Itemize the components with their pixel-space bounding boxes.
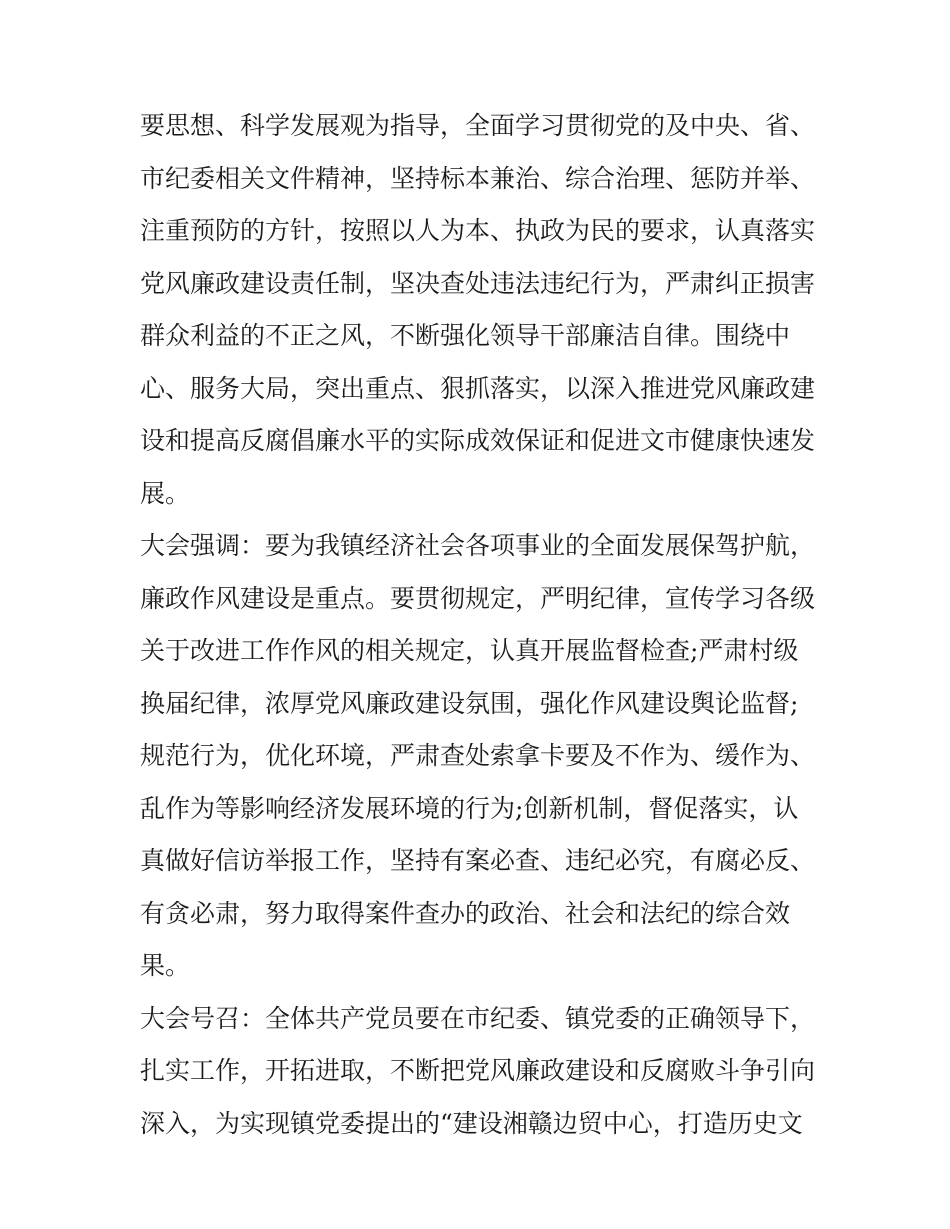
text-line: 关于改进工作作风的相关规定，认真开展监督检查;严肃村级 bbox=[140, 636, 799, 665]
text-line: 规范行为，优化环境，严肃查处索拿卡要及不作为、缓作为、 bbox=[140, 741, 816, 770]
text-line: 大会号召：全体共产党员要在市纪委、镇党委的正确领导下， bbox=[140, 1003, 816, 1033]
text-line: 深入，为实现镇党委提出的“建设湘赣边贸中心，打造历史文 bbox=[140, 1108, 803, 1138]
text-line: 果。 bbox=[140, 951, 191, 980]
text-line: 心、服务大局，突出重点、狠抓落实，以深入推进党风廉政建 bbox=[140, 373, 816, 403]
text-line: 真做好信访举报工作，坚持有案必查、违纪必究，有腐必反、 bbox=[140, 846, 816, 875]
text-line: 群众利益的不正之风，不断强化领导干部廉洁自律。围绕中 bbox=[140, 321, 791, 350]
text-line: 大会强调：要为我镇经济社会各项事业的全面发展保驾护航， bbox=[140, 531, 816, 560]
text-line: 乱作为等影响经济发展环境的行为;创新机制，督促落实，认 bbox=[140, 793, 799, 823]
text-line: 设和提高反腐倡廉水平的实际成效保证和促进文市健康快速发 bbox=[140, 426, 816, 455]
document-body bbox=[140, 100, 830, 1150]
text-line: 廉政作风建设是重点。要贯彻规定，严明纪律，宣传学习各级 bbox=[140, 583, 816, 613]
text-line: 展。 bbox=[140, 478, 191, 508]
text-line: 换届纪律，浓厚党风廉政建设氛围，强化作风建设舆论监督; bbox=[140, 688, 799, 718]
text-line: 有贪必肃，努力取得案件查办的政治、社会和法纪的综合效 bbox=[140, 898, 791, 928]
text-line: 扎实工作，开拓进取，不断把党风廉政建设和反腐败斗争引向 bbox=[140, 1056, 816, 1085]
text-line: 要思想、科学发展观为指导，全面学习贯彻党的及中央、省、 bbox=[140, 111, 816, 140]
text-line: 注重预防的方针，按照以人为本、执政为民的要求，认真落实 bbox=[140, 216, 816, 245]
text-line: 市纪委相关文件精神，坚持标本兼治、综合治理、惩防并举、 bbox=[140, 163, 816, 193]
text-line: 党风廉政建设责任制，坚决查处违法违纪行为，严肃纠正损害 bbox=[140, 268, 816, 298]
